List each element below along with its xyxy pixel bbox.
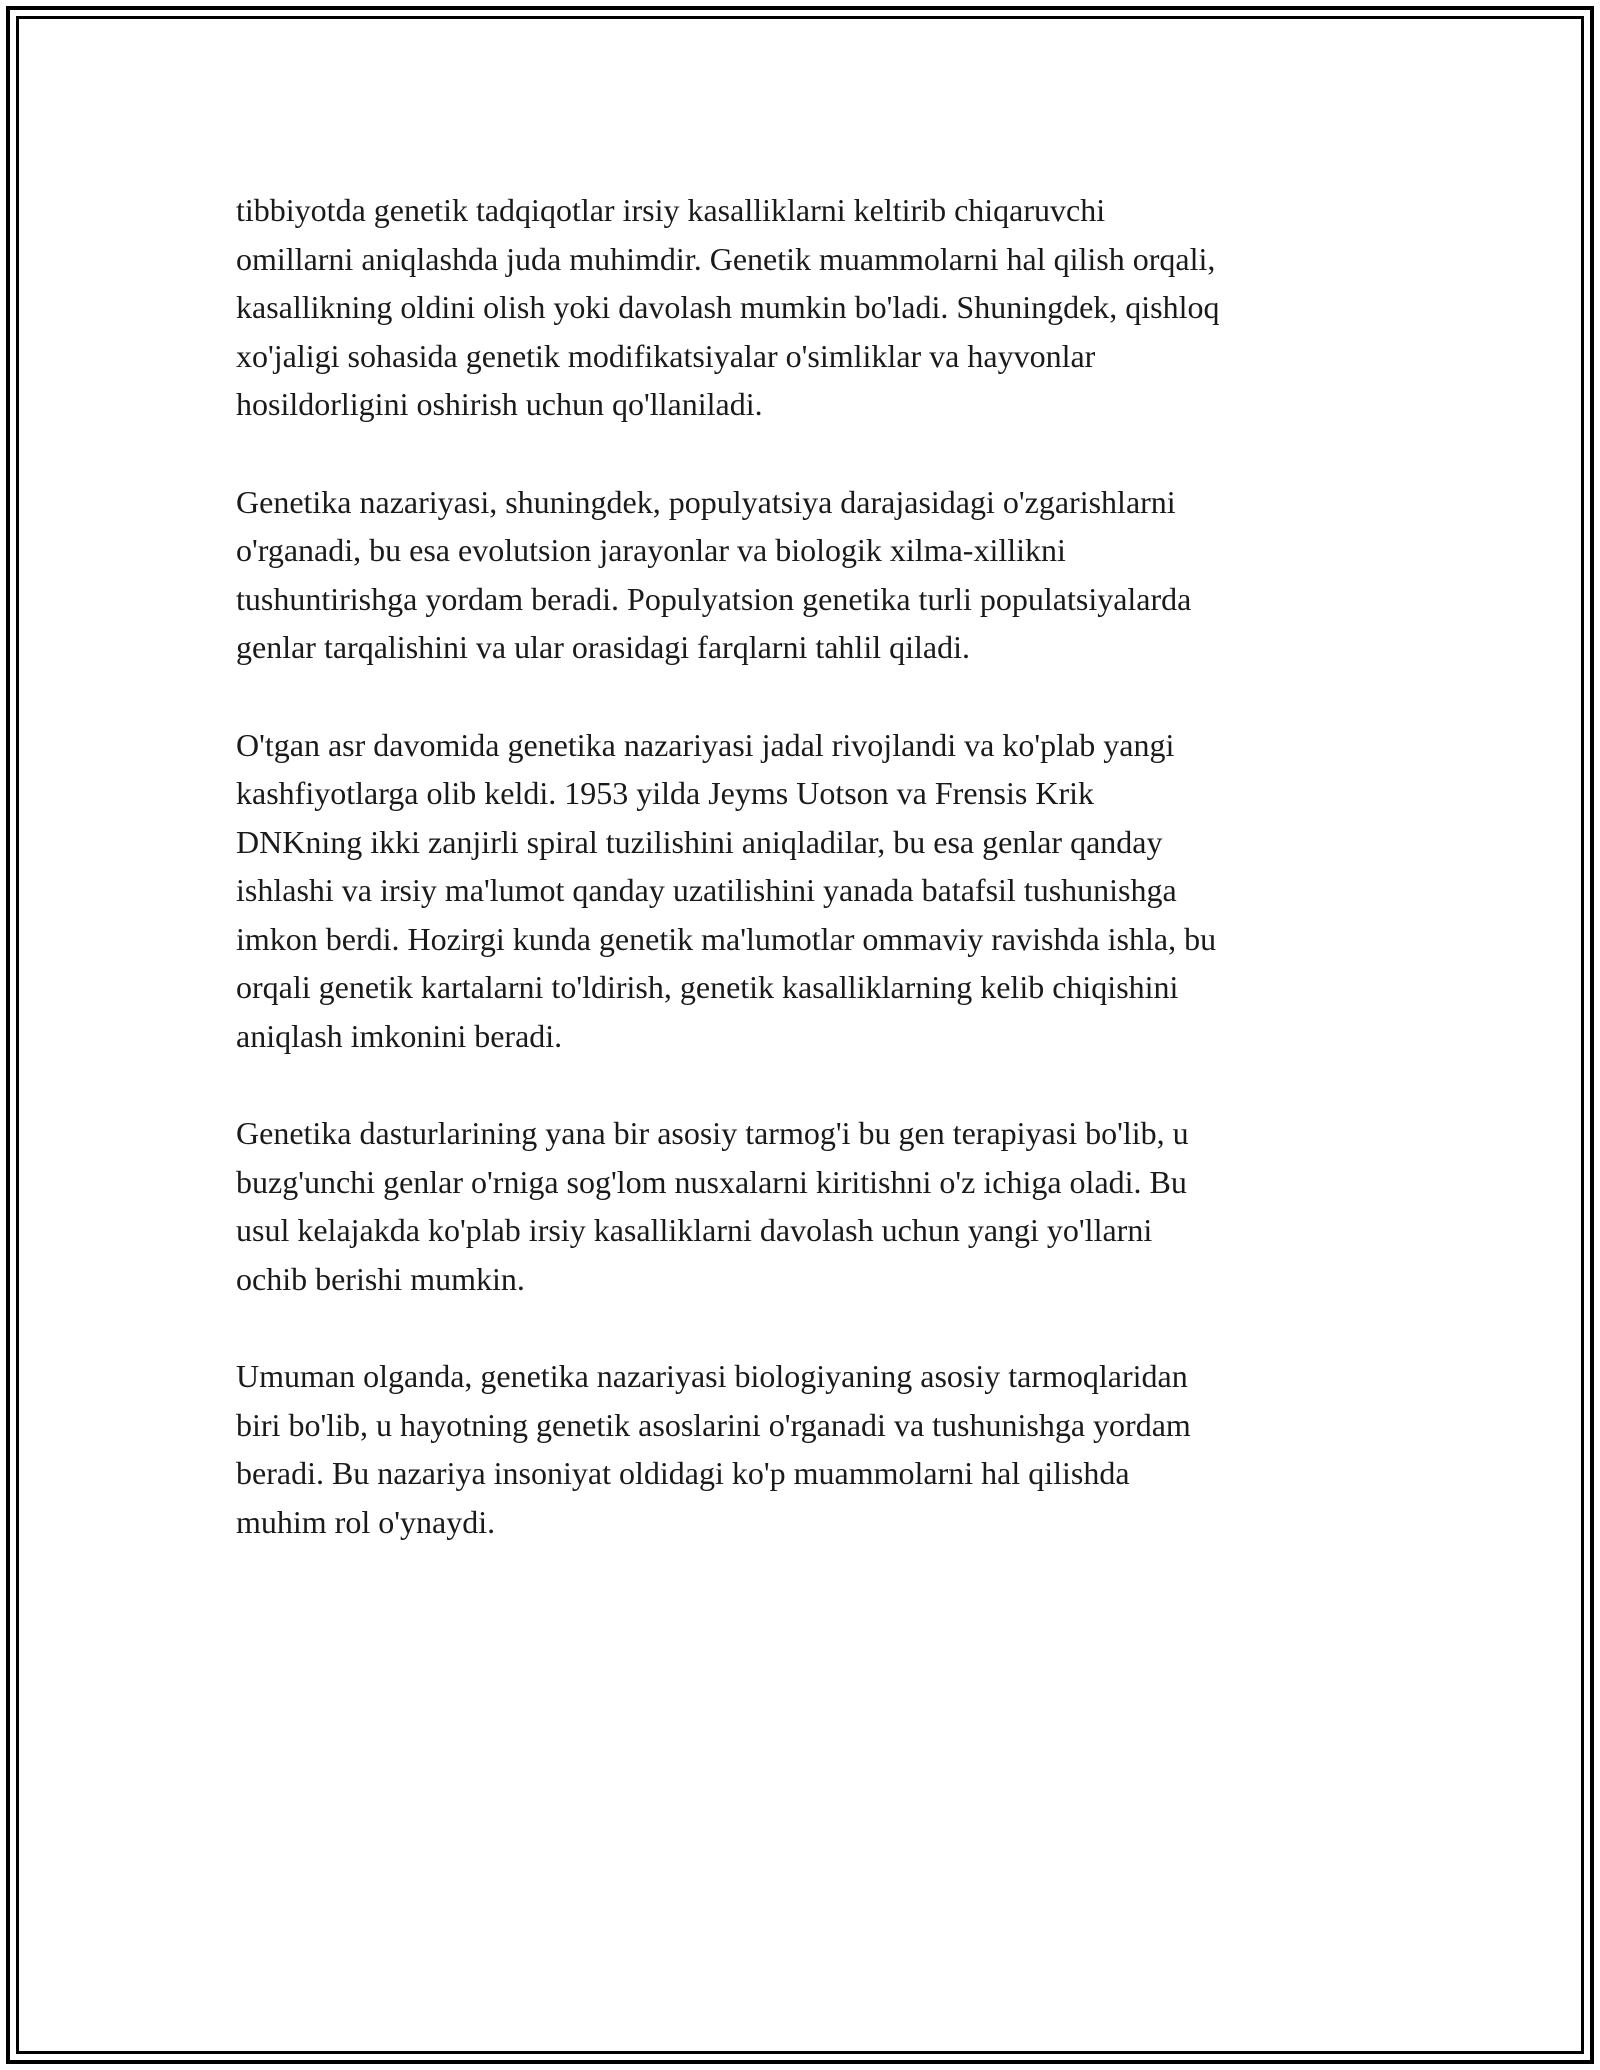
paragraph: Genetika nazariyasi, shuningdek, populyatsiya darajasidagi o'zgarishlarni o'rganadi, bu esa evolutsion jarayonlar va biologik xilma-xillikni tushuntirishga yordam beradi. Populyatsion genetika turli populatsiyalarda genlar tarqalishini va ular orasidagi farqlarni tahlil qiladi.	[236, 483, 1192, 665]
paragraph: O'tgan asr davomida genetika nazariyasi jadal rivojlandi va ko'plab yangi kashfiyotlarga olib keldi. 1953 yilda Jeyms Uotson va Frensis Krik DNKning ikki zanjirli spiral tuzilishini aniqladilar, bu esa genlar qanday ishlashi va irsiy ma'lumot qanday uzatilishini yanada batafsil tushunishga imkon berdi. Hozirgi kunda genetik ma'lumotlar ommaviy ravishda ishla, bu orqali genetik kartalarni to'ldirish, genetik kasalliklarning kelib chiqishini aniqlash imkonini beradi.	[236, 726, 1217, 1054]
paragraph: tibbiyotda genetik tadqiqotlar irsiy kasalliklarni keltirib chiqaruvchi omillarni aniqlashda juda muhimdir. Genetik muammolarni hal qilish orqali, kasallikning oldini olish yoki davolash mumkin bo'ladi. Shuningdek, qishloq xo'jaligi sohasida genetik modifikatsiyalar o'simliklar va hayvonlar hosildorligini oshirish uchun qo'llaniladi.	[236, 192, 1220, 422]
paragraph: Genetika dasturlarining yana bir asosiy tarmog'i bu gen terapiyasi bo'lib, u buzg'unchi genlar o'rniga sog'lom nusxalarni kiritishni o'z ichiga oladi. Bu usul kelajakda ko'plab irsiy kasalliklarni davolash uchun yangi yo'llarni ochib berishi mumkin.	[236, 1115, 1189, 1297]
paragraph: Umuman olganda, genetika nazariyasi biologiyaning asosiy tarmoqlaridan biri bo'lib, u hayotning genetik asoslarini o'rganadi va tushunishga yordam beradi. Bu nazariya insoniyat oldidagi ko'p muammolarni hal qilishda muhim rol o'ynaydi.	[236, 1358, 1191, 1540]
document-body	[236, 186, 1386, 1546]
